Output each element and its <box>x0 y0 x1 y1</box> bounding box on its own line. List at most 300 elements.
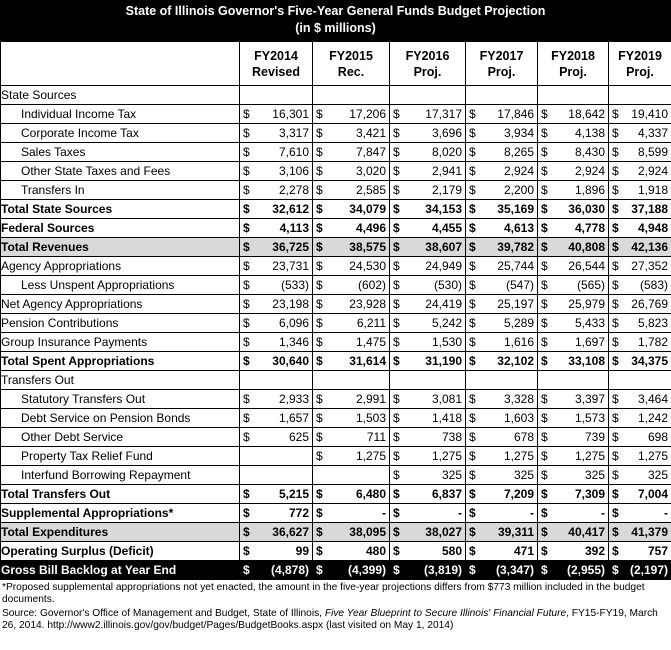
amount: 26,769 <box>631 297 668 311</box>
amount: 25,197 <box>497 297 534 311</box>
value-cell <box>466 257 538 276</box>
currency-sign: $ <box>541 259 548 273</box>
table-body <box>1 86 671 580</box>
row-label: Federal Sources <box>1 219 240 238</box>
value-cell-content <box>313 333 389 351</box>
title-line-2: (in $ millions) <box>295 21 376 35</box>
value-cell-content <box>538 124 608 142</box>
value-cell <box>466 352 538 371</box>
value-cell <box>609 181 671 200</box>
row-label: Less Unspent Appropriations <box>1 276 240 295</box>
table-row <box>1 561 671 580</box>
row-label: Group Insurance Payments <box>1 333 240 352</box>
currency-sign: $ <box>393 354 400 368</box>
value-cell <box>466 371 538 390</box>
currency-sign: $ <box>469 107 476 121</box>
value-cell-content <box>538 276 608 294</box>
amount: 30,640 <box>272 354 309 368</box>
value-cell-content <box>609 200 671 218</box>
amount: 7,004 <box>637 487 668 501</box>
row-label: Transfers In <box>1 181 240 200</box>
currency-sign: $ <box>469 335 476 349</box>
row-label: Individual Income Tax <box>1 105 240 124</box>
value-cell <box>466 428 538 447</box>
currency-sign: $ <box>393 202 400 216</box>
value-cell-content <box>390 504 465 522</box>
currency-sign: $ <box>393 392 400 406</box>
column-header <box>240 42 313 86</box>
row-label: Other Debt Service <box>1 428 240 447</box>
currency-sign: $ <box>469 411 476 425</box>
value-cell-content <box>240 352 312 370</box>
value-cell-content <box>609 561 671 579</box>
currency-sign: $ <box>469 278 476 292</box>
value-cell <box>240 295 313 314</box>
amount: 6,211 <box>356 316 386 330</box>
value-cell <box>538 542 609 561</box>
amount: 24,530 <box>349 259 386 273</box>
value-cell <box>390 200 466 219</box>
amount: 1,657 <box>278 411 309 425</box>
value-cell-content <box>466 276 537 294</box>
currency-sign: $ <box>541 278 548 292</box>
value-cell-content <box>466 390 537 408</box>
amount: 1,530 <box>431 335 462 349</box>
table-row <box>1 523 671 542</box>
value-cell <box>609 409 671 428</box>
currency-sign: $ <box>243 259 250 273</box>
amount: - <box>382 506 386 520</box>
value-cell <box>390 523 466 542</box>
value-cell-content <box>390 561 465 579</box>
value-cell <box>466 143 538 162</box>
value-cell-content <box>538 219 608 237</box>
amount: 325 <box>584 468 605 482</box>
currency-sign: $ <box>316 297 323 311</box>
value-cell <box>466 523 538 542</box>
currency-sign: $ <box>393 449 400 463</box>
value-cell <box>313 485 390 504</box>
value-cell-content <box>390 542 465 560</box>
value-cell-content <box>538 485 608 503</box>
value-cell <box>240 124 313 143</box>
currency-sign: $ <box>612 202 619 216</box>
row-label: Supplemental Appropriations* <box>1 504 240 523</box>
amount: 4,337 <box>637 126 668 140</box>
value-cell-content <box>538 542 608 560</box>
currency-sign: $ <box>469 297 476 311</box>
value-cell-content <box>466 181 537 199</box>
value-cell-content <box>466 447 537 465</box>
value-cell-content <box>538 390 608 408</box>
value-cell-content <box>609 466 671 484</box>
value-cell <box>240 390 313 409</box>
value-cell <box>538 428 609 447</box>
row-label: Agency Appropriations <box>1 257 240 276</box>
value-cell-content <box>466 162 537 180</box>
amount: 32,612 <box>272 202 309 216</box>
value-cell <box>609 352 671 371</box>
currency-sign: $ <box>541 506 548 520</box>
value-cell <box>240 238 313 257</box>
amount: 1,697 <box>574 335 605 349</box>
currency-sign: $ <box>243 506 250 520</box>
amount: 3,696 <box>431 126 462 140</box>
currency-sign: $ <box>469 525 476 539</box>
row-label: Transfers Out <box>1 371 240 390</box>
amount: (3,819) <box>423 563 462 577</box>
value-cell-content <box>466 295 537 313</box>
currency-sign: $ <box>612 449 619 463</box>
value-cell-content <box>240 428 312 446</box>
amount: 2,924 <box>503 164 534 178</box>
currency-sign: $ <box>316 354 323 368</box>
value-cell <box>390 295 466 314</box>
amount: 757 <box>647 544 668 558</box>
amount: 3,317 <box>278 126 309 140</box>
currency-sign: $ <box>316 164 323 178</box>
value-cell-content <box>313 314 389 332</box>
currency-sign: $ <box>393 183 400 197</box>
currency-sign: $ <box>541 354 548 368</box>
value-cell-content <box>390 143 465 161</box>
value-cell <box>390 390 466 409</box>
table-row <box>1 504 671 523</box>
column-status: Proj. <box>487 64 516 79</box>
currency-sign: $ <box>612 506 619 520</box>
amount: 35,169 <box>497 202 534 216</box>
amount: 698 <box>647 430 668 444</box>
title-line-1: State of Illinois Governor's Five-Year General Funds Budget Projection <box>125 4 546 18</box>
amount: 38,575 <box>349 240 386 254</box>
value-cell-content <box>240 181 312 199</box>
value-cell-content <box>538 447 608 465</box>
value-cell <box>390 561 466 580</box>
value-cell <box>240 200 313 219</box>
value-cell-content <box>240 295 312 313</box>
currency-sign: $ <box>393 164 400 178</box>
value-cell <box>466 276 538 295</box>
amount: 5,823 <box>637 316 668 330</box>
value-cell <box>538 371 609 390</box>
value-cell-content <box>390 295 465 313</box>
value-cell <box>609 276 671 295</box>
value-cell-content <box>538 295 608 313</box>
amount: 8,599 <box>637 145 668 159</box>
amount: 26,544 <box>568 259 605 273</box>
value-cell <box>538 314 609 333</box>
value-cell-content <box>538 428 608 446</box>
value-cell <box>538 295 609 314</box>
column-header-label <box>1 42 240 86</box>
amount: 24,419 <box>425 297 462 311</box>
amount: 6,096 <box>278 316 309 330</box>
value-cell-content <box>390 409 465 427</box>
currency-sign: $ <box>612 354 619 368</box>
amount: 1,275 <box>503 449 534 463</box>
currency-sign: $ <box>612 525 619 539</box>
currency-sign: $ <box>393 240 400 254</box>
value-cell <box>538 257 609 276</box>
value-cell <box>466 466 538 485</box>
amount: 1,475 <box>355 335 386 349</box>
currency-sign: $ <box>393 506 400 520</box>
table-row <box>1 162 671 181</box>
amount: 3,328 <box>503 392 534 406</box>
table-row <box>1 257 671 276</box>
currency-sign: $ <box>541 544 548 558</box>
currency-sign: $ <box>469 316 476 330</box>
value-cell-content <box>390 352 465 370</box>
table-row <box>1 409 671 428</box>
currency-sign: $ <box>243 487 250 501</box>
currency-sign: $ <box>393 259 400 273</box>
amount: 23,198 <box>272 297 309 311</box>
value-cell <box>313 333 390 352</box>
value-cell-content <box>390 333 465 351</box>
currency-sign: $ <box>612 335 619 349</box>
amount: 4,138 <box>574 126 605 140</box>
value-cell <box>313 523 390 542</box>
value-cell-content <box>313 257 389 275</box>
value-cell <box>466 200 538 219</box>
value-cell <box>313 390 390 409</box>
value-cell-content <box>390 276 465 294</box>
value-cell-content <box>390 219 465 237</box>
amount: 40,808 <box>568 240 605 254</box>
currency-sign: $ <box>541 107 548 121</box>
value-cell-content <box>466 352 537 370</box>
value-cell-content <box>240 257 312 275</box>
amount: 1,346 <box>278 335 309 349</box>
currency-sign: $ <box>316 563 323 577</box>
currency-sign: $ <box>469 487 476 501</box>
value-cell <box>313 352 390 371</box>
amount: 7,309 <box>574 487 605 501</box>
amount: 31,614 <box>349 354 386 368</box>
amount: 17,206 <box>349 107 386 121</box>
value-cell-content <box>466 466 537 484</box>
value-cell <box>240 542 313 561</box>
value-cell-content <box>466 485 537 503</box>
value-cell-content <box>313 485 389 503</box>
amount: 738 <box>441 430 462 444</box>
currency-sign: $ <box>316 487 323 501</box>
value-cell <box>240 105 313 124</box>
value-cell-content <box>313 295 389 313</box>
currency-sign: $ <box>541 183 548 197</box>
value-cell-content <box>240 561 312 579</box>
table-row <box>1 219 671 238</box>
amount: 36,030 <box>568 202 605 216</box>
table-row <box>1 238 671 257</box>
currency-sign: $ <box>393 430 400 444</box>
currency-sign: $ <box>393 468 400 482</box>
amount: 5,215 <box>278 487 309 501</box>
currency-sign: $ <box>541 126 548 140</box>
value-cell-content <box>609 181 671 199</box>
amount: 7,209 <box>503 487 534 501</box>
amount: (2,955) <box>566 563 605 577</box>
value-cell <box>390 181 466 200</box>
value-cell-content <box>240 504 312 522</box>
amount: 2,924 <box>637 164 668 178</box>
value-cell <box>609 238 671 257</box>
currency-sign: $ <box>243 107 250 121</box>
value-cell-content <box>313 542 389 560</box>
currency-sign: $ <box>469 202 476 216</box>
currency-sign: $ <box>612 240 619 254</box>
amount: (547) <box>505 278 534 292</box>
value-cell <box>609 561 671 580</box>
currency-sign: $ <box>393 525 400 539</box>
value-cell-content <box>466 561 537 579</box>
amount: 625 <box>288 430 309 444</box>
currency-sign: $ <box>316 544 323 558</box>
value-cell <box>240 162 313 181</box>
value-cell <box>240 428 313 447</box>
value-cell-content <box>466 409 537 427</box>
value-cell-content <box>390 105 465 123</box>
amount: (3,347) <box>495 563 534 577</box>
currency-sign: $ <box>243 544 250 558</box>
amount: 8,020 <box>431 145 462 159</box>
value-cell <box>466 561 538 580</box>
value-cell <box>390 86 466 105</box>
value-cell-content <box>466 238 537 256</box>
value-cell <box>466 333 538 352</box>
value-cell <box>240 314 313 333</box>
column-header <box>609 42 671 86</box>
value-cell <box>313 409 390 428</box>
value-cell-content <box>609 295 671 313</box>
amount: 4,455 <box>431 221 462 235</box>
value-cell <box>609 371 671 390</box>
value-cell-content <box>538 409 608 427</box>
amount: 38,027 <box>425 525 462 539</box>
value-cell <box>313 314 390 333</box>
value-cell <box>240 219 313 238</box>
value-cell <box>466 314 538 333</box>
value-cell-content <box>240 523 312 541</box>
amount: 5,433 <box>574 316 605 330</box>
row-label: Debt Service on Pension Bonds <box>1 409 240 428</box>
table-row <box>1 295 671 314</box>
amount: (602) <box>357 278 386 292</box>
currency-sign: $ <box>612 145 619 159</box>
value-cell <box>390 428 466 447</box>
value-cell <box>313 561 390 580</box>
amount: 739 <box>584 430 605 444</box>
currency-sign: $ <box>393 335 400 349</box>
value-cell-content <box>313 523 389 541</box>
value-cell <box>609 504 671 523</box>
amount: 16,301 <box>272 107 309 121</box>
value-cell <box>538 523 609 542</box>
amount: 1,275 <box>431 449 462 463</box>
currency-sign: $ <box>469 240 476 254</box>
value-cell <box>313 257 390 276</box>
value-cell-content <box>609 390 671 408</box>
amount: (533) <box>280 278 309 292</box>
value-cell-content <box>240 105 312 123</box>
value-cell <box>313 105 390 124</box>
value-cell <box>538 390 609 409</box>
amount: 2,991 <box>355 392 386 406</box>
currency-sign: $ <box>243 202 250 216</box>
amount: 31,190 <box>425 354 462 368</box>
value-cell <box>609 466 671 485</box>
amount: 5,289 <box>503 316 534 330</box>
value-cell <box>538 333 609 352</box>
currency-sign: $ <box>316 145 323 159</box>
value-cell <box>313 276 390 295</box>
source-note <box>0 606 671 632</box>
value-cell-content <box>538 238 608 256</box>
row-label: Corporate Income Tax <box>1 124 240 143</box>
amount: 480 <box>365 544 386 558</box>
value-cell-content <box>466 105 537 123</box>
amount: 1,573 <box>574 411 605 425</box>
currency-sign: $ <box>469 221 476 235</box>
amount: 580 <box>441 544 462 558</box>
currency-sign: $ <box>243 164 250 178</box>
value-cell <box>390 485 466 504</box>
value-cell <box>538 447 609 466</box>
amount: (4,399) <box>347 563 386 577</box>
currency-sign: $ <box>243 221 250 235</box>
table-row <box>1 333 671 352</box>
amount: 4,948 <box>637 221 668 235</box>
currency-sign: $ <box>243 145 250 159</box>
value-cell-content <box>609 447 671 465</box>
value-cell <box>240 466 313 485</box>
column-year: FY2014 <box>254 48 298 63</box>
value-cell <box>390 257 466 276</box>
currency-sign: $ <box>541 430 548 444</box>
table-row <box>1 485 671 504</box>
value-cell <box>538 238 609 257</box>
amount: 1,275 <box>637 449 668 463</box>
table-row <box>1 542 671 561</box>
currency-sign: $ <box>316 411 323 425</box>
value-cell-content <box>240 542 312 560</box>
value-cell <box>609 542 671 561</box>
value-cell-content <box>609 352 671 370</box>
value-cell-content <box>609 219 671 237</box>
value-cell <box>390 276 466 295</box>
column-status: Rec. <box>337 64 365 79</box>
value-cell <box>466 447 538 466</box>
value-cell-content <box>609 485 671 503</box>
value-cell <box>390 219 466 238</box>
value-cell-content <box>609 333 671 351</box>
value-cell-content <box>240 333 312 351</box>
currency-sign: $ <box>612 107 619 121</box>
row-label: Total Expenditures <box>1 523 240 542</box>
value-cell <box>313 428 390 447</box>
value-cell <box>313 542 390 561</box>
row-label: Sales Taxes <box>1 143 240 162</box>
currency-sign: $ <box>243 392 250 406</box>
value-cell <box>240 447 313 466</box>
value-cell-content <box>390 428 465 446</box>
currency-sign: $ <box>469 164 476 178</box>
amount: 711 <box>366 430 386 444</box>
column-header <box>538 42 609 86</box>
currency-sign: $ <box>316 449 323 463</box>
value-cell-content <box>466 523 537 541</box>
